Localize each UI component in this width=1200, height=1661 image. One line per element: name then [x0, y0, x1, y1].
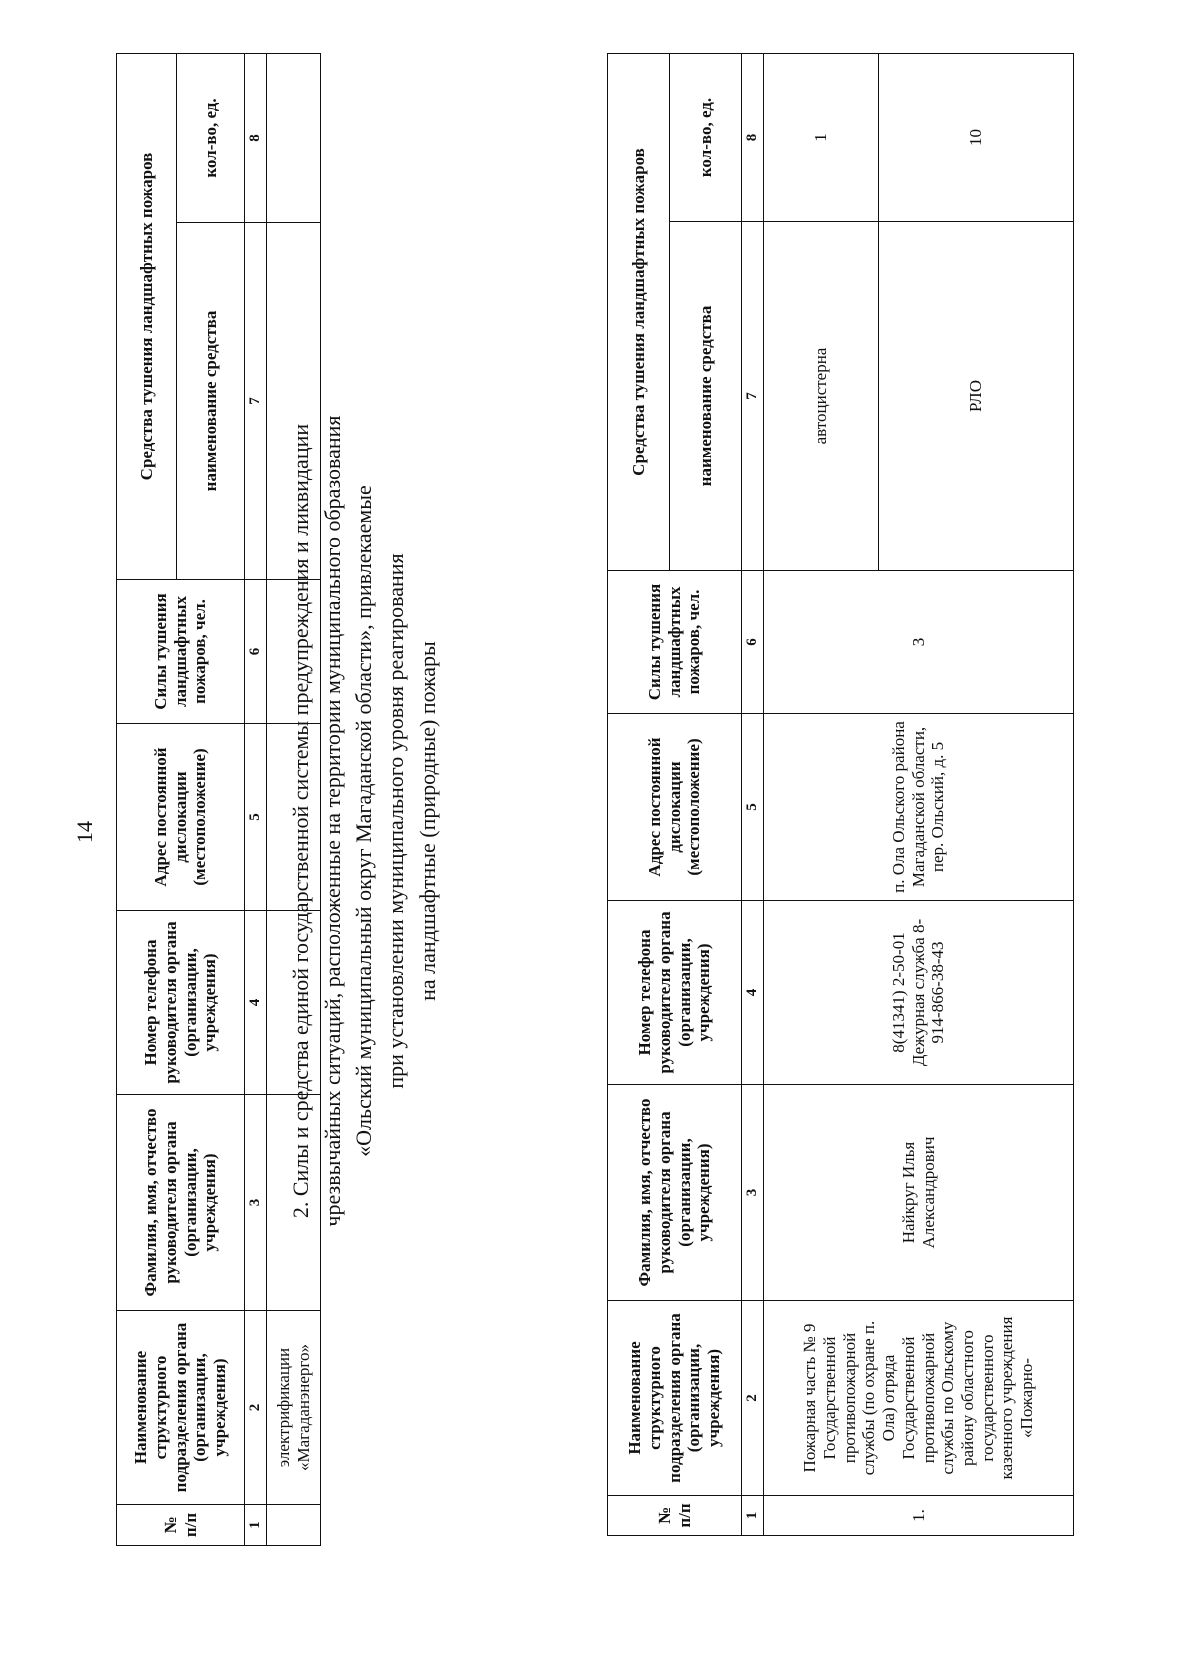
column-number: 4: [742, 901, 764, 1085]
column-number-row: [245, 53, 267, 1545]
column-number: 7: [245, 223, 267, 580]
cell-means-name: РЛО: [879, 222, 1074, 571]
cell-no: 1.: [764, 1496, 1074, 1536]
header-no: № п/п: [117, 1505, 245, 1546]
cell-means-qty: 10: [879, 53, 1074, 221]
header-name: Наименование структурного подразделения органа (организации, учреждения): [117, 1311, 245, 1505]
column-number: 2: [245, 1311, 267, 1505]
cell-no: [267, 1505, 321, 1546]
column-number: 1: [245, 1505, 267, 1546]
column-number: 8: [742, 53, 764, 221]
header-fio: Фамилия, имя, отчество руководителя органа (организации, учреждения): [117, 1095, 245, 1311]
cell-forces: 3: [764, 571, 1074, 714]
column-number: 3: [742, 1085, 764, 1301]
column-number: 7: [742, 222, 764, 571]
cell-means-qty: 1: [764, 53, 879, 221]
column-number: 5: [245, 724, 267, 911]
section-title: [285, 261, 443, 1381]
cell-name: электрификации «Магаданэнерго»: [267, 1311, 321, 1505]
cell-fio: Найкруг Илья Александрович: [764, 1085, 1074, 1301]
header-fio: Фамилия, имя, отчество руководителя органа (организации, учреждения): [608, 1085, 742, 1301]
column-number: 6: [245, 580, 267, 724]
section-title-line: при установлении муниципального уровня реагирования: [383, 553, 409, 1089]
section-title-line: 2. Силы и средства единой государственной системы предупреждения и ликвидации: [288, 423, 313, 1219]
header-address: Адрес постоянной дислокации (местоположение): [117, 724, 245, 911]
page-number: 14: [72, 821, 97, 843]
header-means-group: Средства тушения ландшафтных пожаров: [117, 53, 177, 579]
column-number: 4: [245, 911, 267, 1095]
column-number: 6: [742, 571, 764, 714]
cell-means-name: автоцистерна: [764, 222, 879, 571]
header-forces: Силы тушения ландшафтных пожаров, чел.: [608, 571, 742, 714]
column-number: 3: [245, 1095, 267, 1311]
cell-phone: 8(41341) 2-50-01 Дежурная служба 8-914-866-38-43: [764, 901, 1074, 1085]
header-address: Адрес постоянной дислокации (местоположение): [608, 714, 742, 901]
header-forces: Силы тушения ландшафтных пожаров, чел.: [117, 580, 245, 724]
column-number-row: [742, 53, 764, 1535]
header-means-qty: кол-во, ед.: [670, 53, 742, 221]
header-means-group: Средства тушения ландшафтных пожаров: [608, 53, 670, 570]
table-row: [764, 53, 879, 1535]
column-number: 2: [742, 1301, 764, 1496]
cell-address: п. Ола Ольского района Магаданской области, пер. Ольский, д. 5: [764, 714, 1074, 901]
section-title-line: чрезвычайных ситуаций, расположенные на территории муниципального образования: [319, 415, 345, 1227]
header-name: Наименование структурного подразделения органа (организации, учреждения): [608, 1301, 742, 1496]
header-no: № п/п: [608, 1496, 742, 1536]
column-number: 8: [245, 53, 267, 222]
cell-name: Пожарная часть № 9 Государственной противопожарной службы (по охране п. Ола) отряда Государственной противопожарной службы по Ольскому району областного государственного казенного учреждения «Пожарно-: [764, 1301, 1074, 1496]
section-title-line: «Ольский муниципальный округ Магаданской области», привлекаемые: [351, 485, 377, 1157]
column-number: 1: [742, 1496, 764, 1536]
cell-means-qty: [267, 53, 321, 222]
section-title-line: на ландшафтные (природные) пожары: [414, 641, 440, 1001]
header-means-name: наименование средства: [177, 223, 245, 580]
header-means-qty: кол-во, ед.: [177, 53, 245, 222]
header-phone: Номер телефона руководителя органа (организации, учреждения): [117, 911, 245, 1095]
forces-table: [607, 53, 1074, 1536]
column-number: 5: [742, 714, 764, 901]
header-phone: Номер телефона руководителя органа (организации, учреждения): [608, 901, 742, 1085]
header-means-name: наименование средства: [670, 222, 742, 571]
